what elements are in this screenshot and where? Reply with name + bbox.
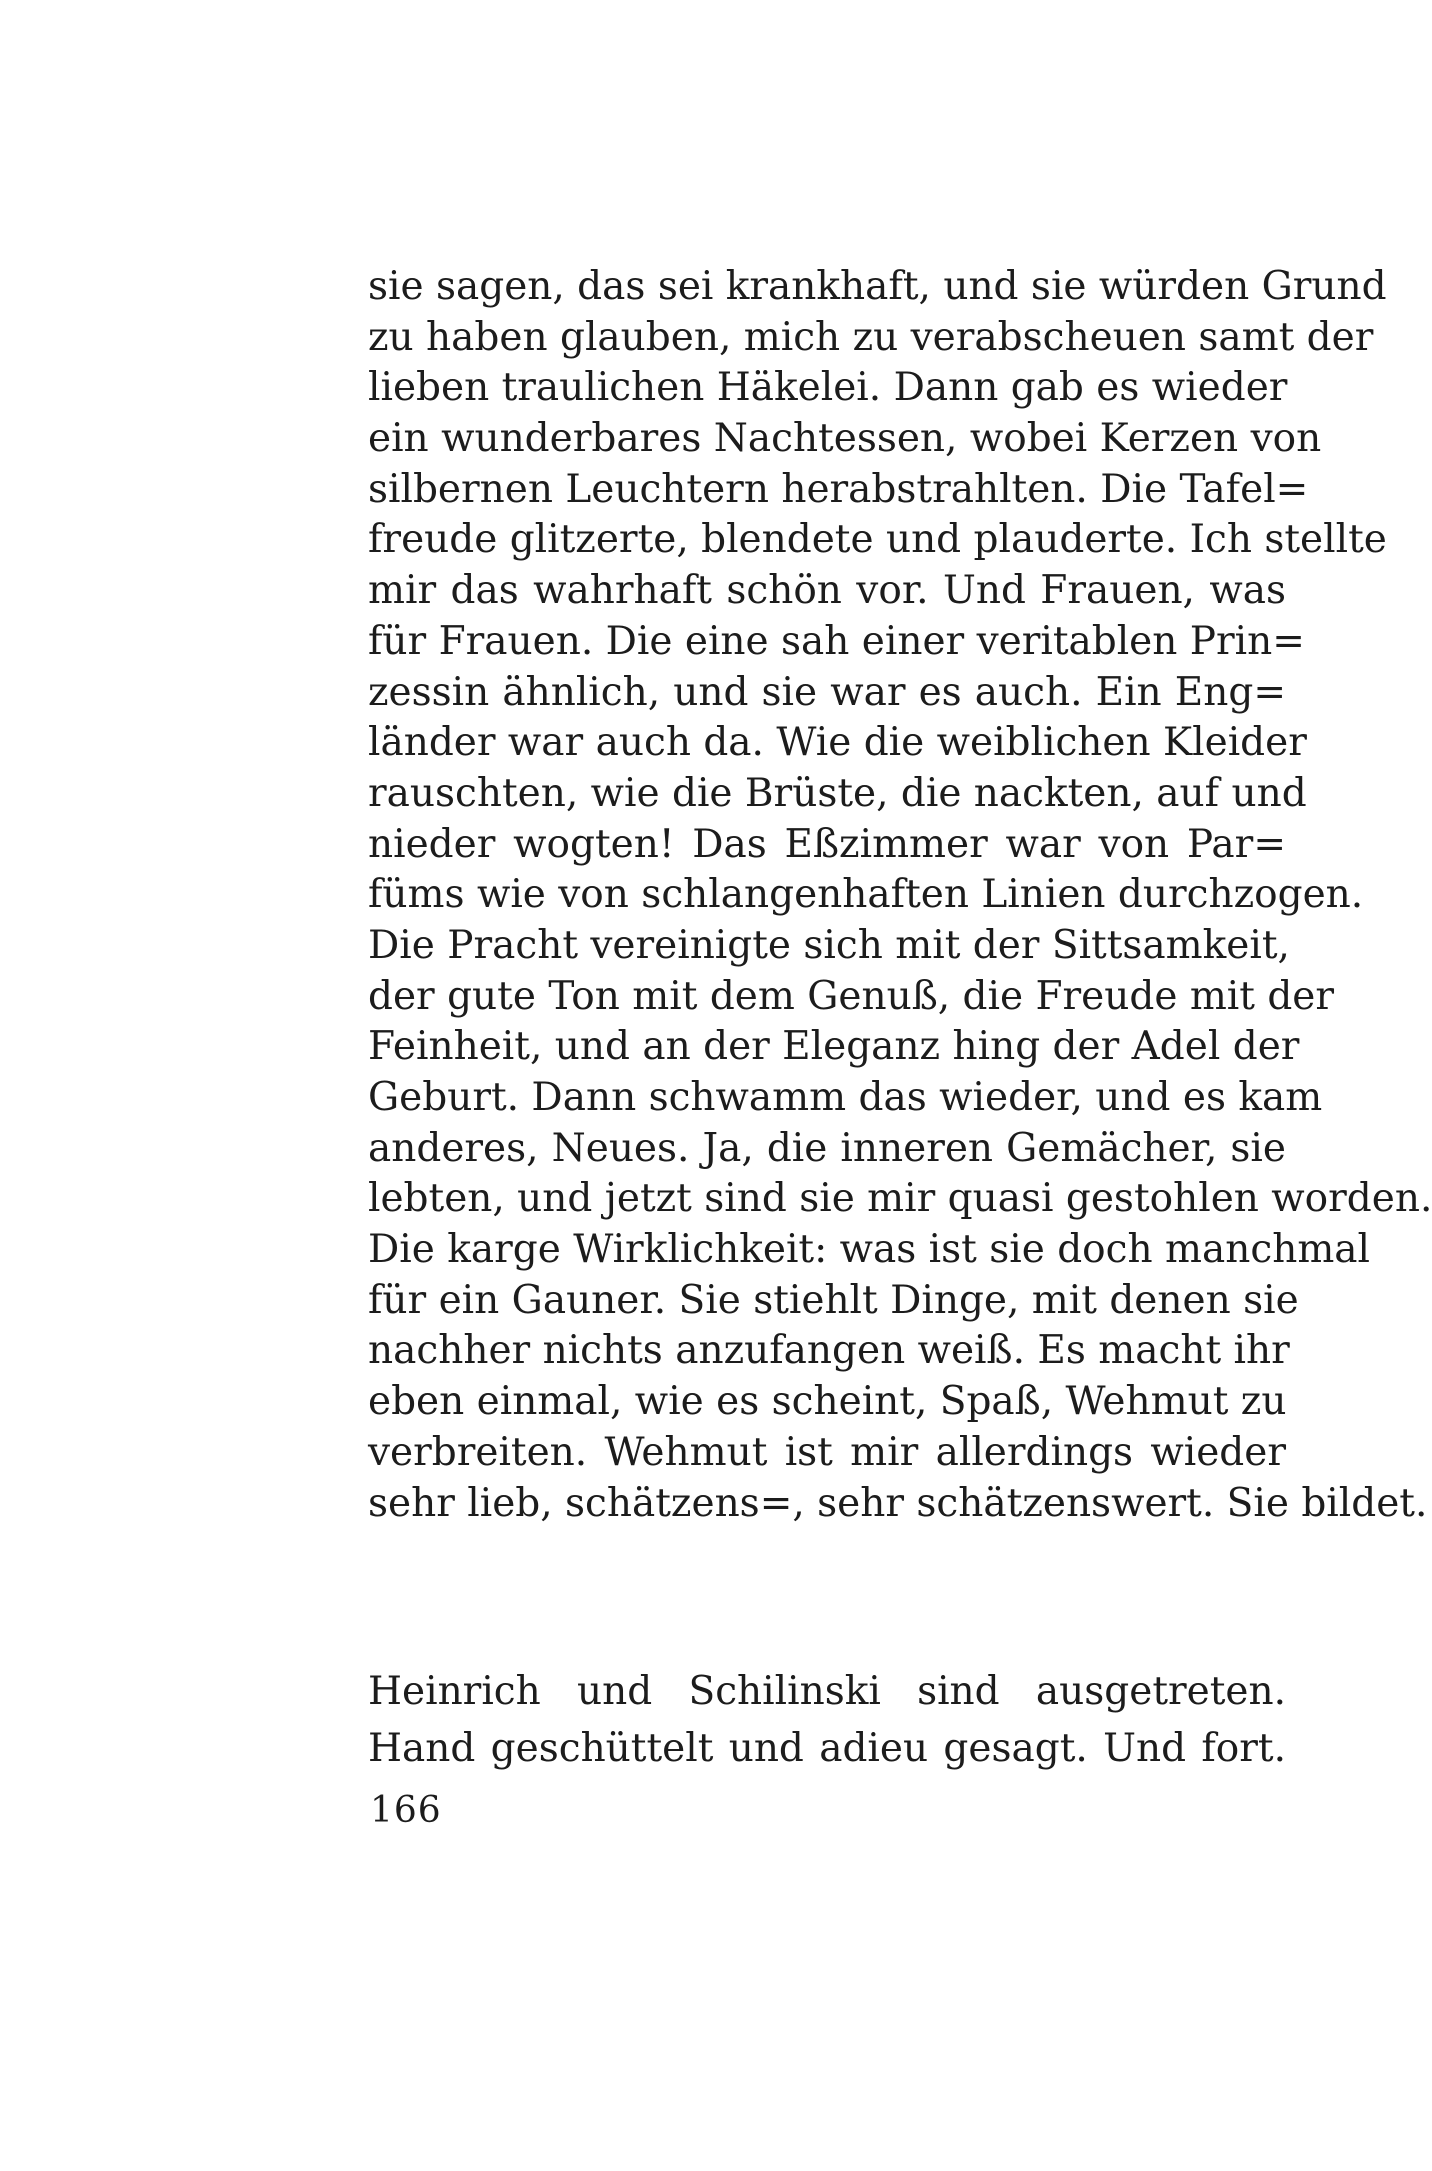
text-line: rauschten, wie die Brüste, die nackten, auf und bbox=[368, 770, 1307, 816]
text-line: silbernen Leuchtern herabstrahlten. Die Tafel= bbox=[368, 466, 1309, 512]
text-line: Geburt. Dann schwamm das wieder, und es kam bbox=[368, 1075, 1323, 1120]
text-line: lebten, und jetzt sind sie mir quasi gestohlen worden. bbox=[368, 1176, 1432, 1222]
text-line: eben einmal, wie es scheint, Spaß, Wehmut zu bbox=[368, 1379, 1287, 1425]
text-line: sehr lieb, schätzens=, sehr schätzenswert. Sie bildet. bbox=[368, 1480, 1428, 1526]
text-line: Hand geschüttelt und adieu gesagt. Und fort. bbox=[368, 1726, 1286, 1771]
text-line: freude glitzerte, blendete und plauderte. Ich stellte bbox=[368, 517, 1387, 563]
text-line: nieder wogten! Das Eßzimmer war von Par= bbox=[368, 821, 1286, 867]
text-line: Heinrich und Schilinski sind ausgetreten. bbox=[368, 1669, 1286, 1714]
text-line: Feinheit, und an der Eleganz hing der Adel der bbox=[368, 1024, 1300, 1070]
text-line: anderes, Neues. Ja, die inneren Gemächer, sie bbox=[368, 1125, 1286, 1171]
text-line: ein wunderbares Nachtessen, wobei Kerzen von bbox=[368, 416, 1322, 462]
text-line: für ein Gauner. Sie stiehlt Dinge, mit denen sie bbox=[368, 1277, 1299, 1323]
text-line: zessin ähnlich, und sie war es auch. Ein Eng= bbox=[368, 669, 1286, 715]
text-line: sie sagen, das sei krankhaft, und sie würden Grund bbox=[368, 264, 1387, 309]
text-line: für Frauen. Die eine sah einer veritablen Prin= bbox=[368, 618, 1305, 664]
paragraph-main bbox=[368, 262, 1432, 1529]
text-line: Die Pracht vereinigte sich mit der Sittsamkeit, bbox=[368, 922, 1290, 968]
text-line: mir das wahrhaft schön vor. Und Frauen, was bbox=[368, 568, 1286, 614]
text-line: füms wie von schlangenhaften Linien durchzogen. bbox=[368, 872, 1364, 918]
text-line: zu haben glauben, mich zu verabscheuen samt der bbox=[368, 314, 1374, 360]
text-line: verbreiten. Wehmut ist mir allerdings wieder bbox=[368, 1429, 1286, 1475]
paragraph-second bbox=[368, 1663, 1286, 1777]
text-line: länder war auch da. Wie die weiblichen Kleider bbox=[368, 720, 1307, 766]
text-line: lieben traulichen Häkelei. Dann gab es wieder bbox=[368, 365, 1288, 411]
text-line: nachher nichts anzufangen weiß. Es macht ihr bbox=[368, 1328, 1290, 1374]
page-number: 166 bbox=[370, 1790, 442, 1831]
text-line: Die karge Wirklichkeit: was ist sie doch manchmal bbox=[368, 1227, 1371, 1273]
text-line: der gute Ton mit dem Genuß, die Freude mit der bbox=[368, 973, 1335, 1019]
